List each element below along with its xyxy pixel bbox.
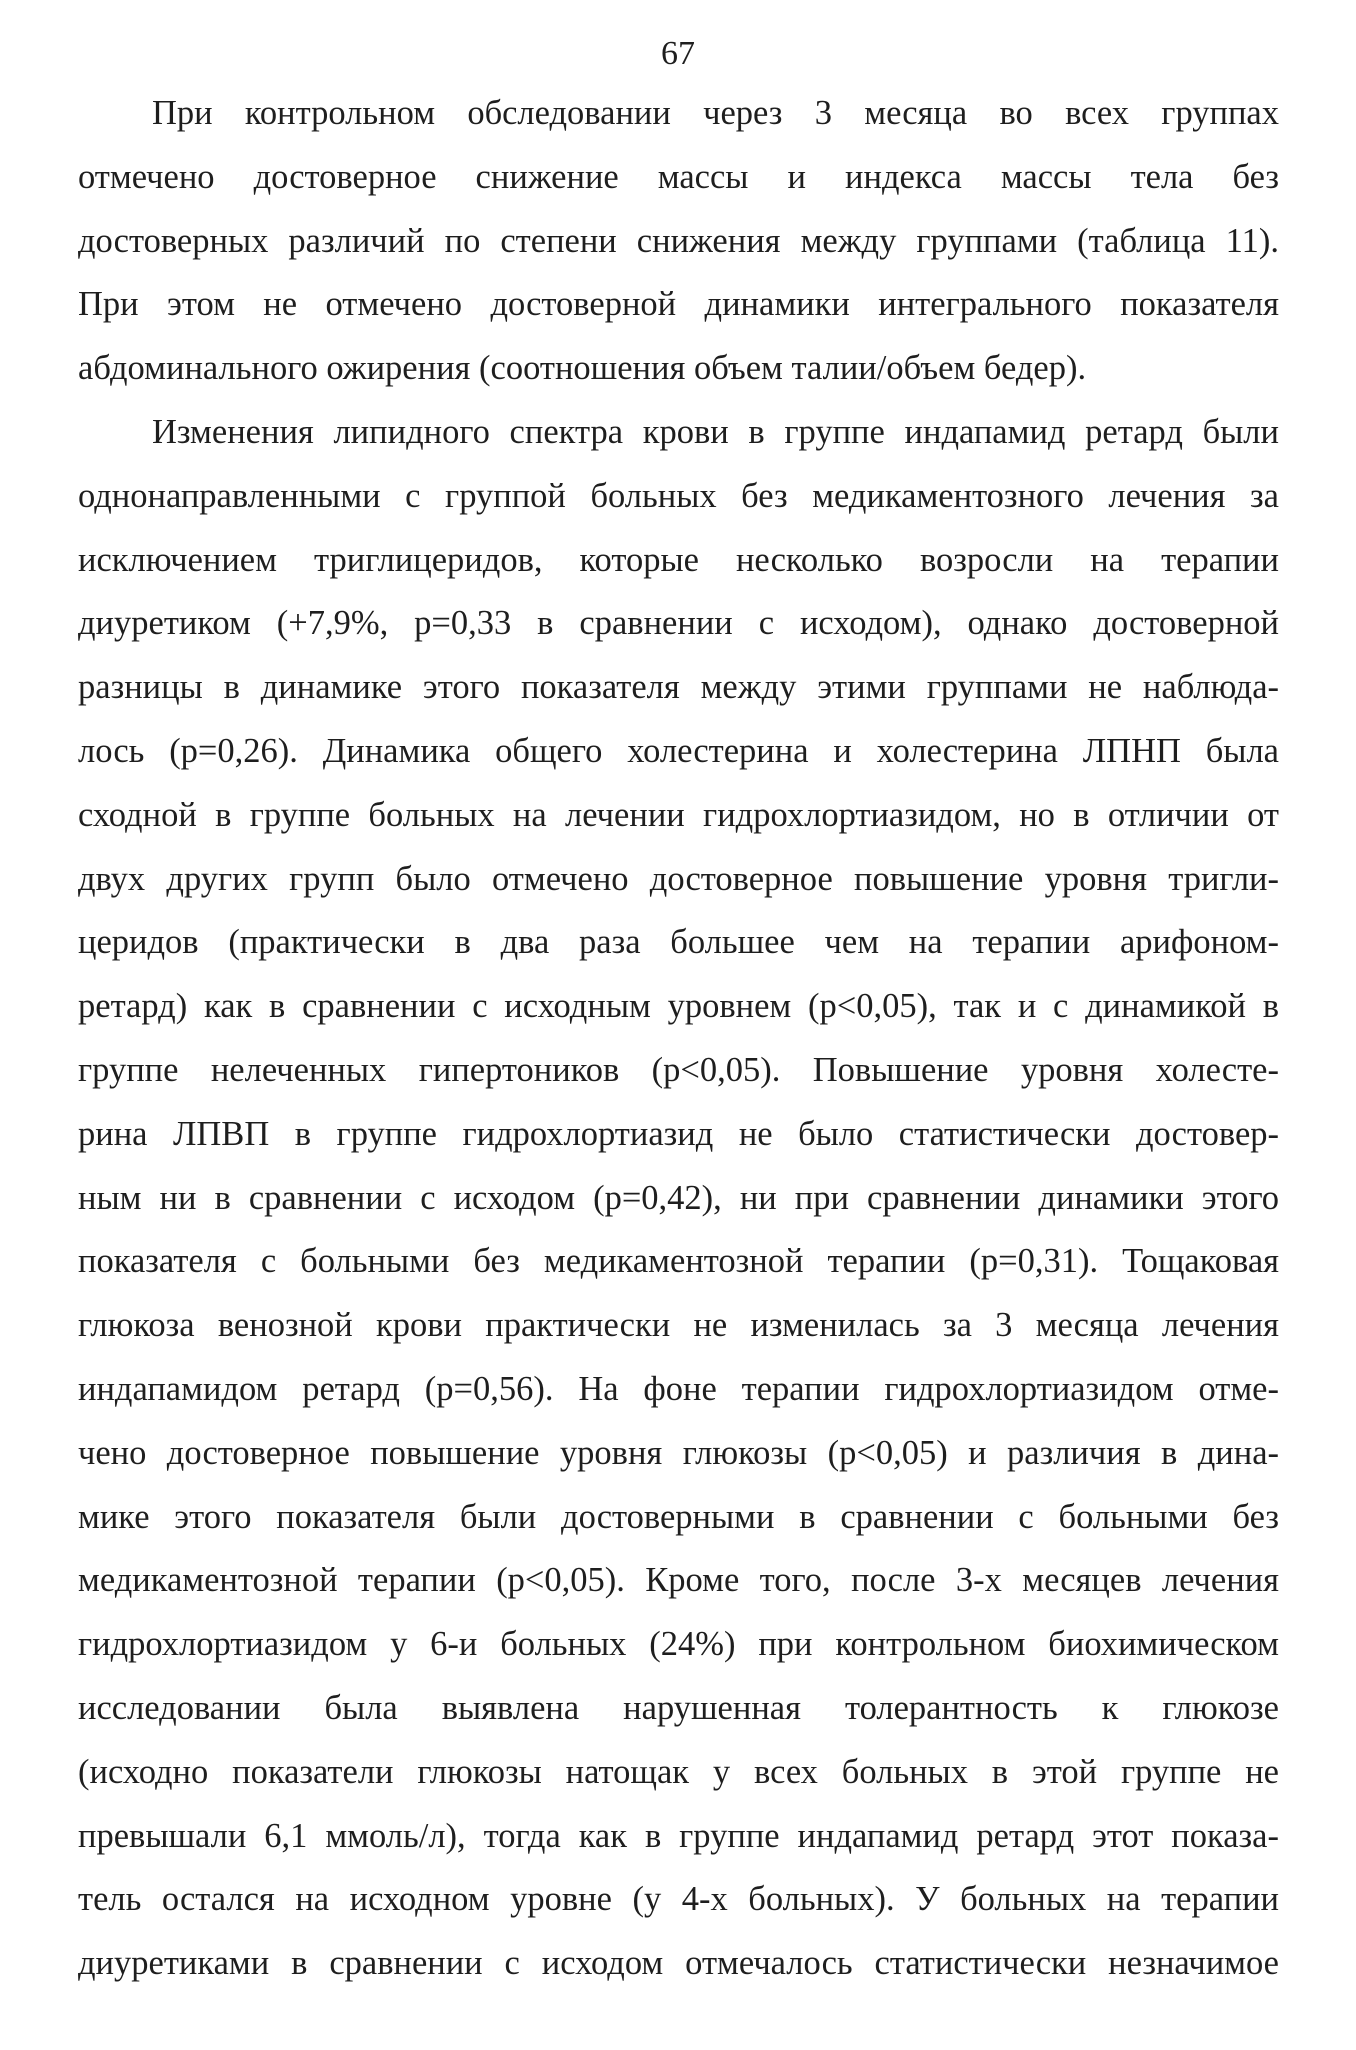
text-line: двух других групп было отмечено достоверное повышение уровня тригли- xyxy=(78,859,1279,898)
text-line: Изменения липидного спектра крови в группе индапамид ретард были xyxy=(152,412,1279,451)
text-line: При контрольном обследовании через 3 месяца во всех группах xyxy=(152,94,1279,132)
text-line: индапамидом ретард (р=0,56). На фоне терапии гидрохлортиазидом отме- xyxy=(78,1369,1279,1408)
text-line: показателя с больными без медикаментозной терапии (р=0,31). Тощаковая xyxy=(78,1242,1279,1281)
text-line: При этом не отмечено достоверной динамики интегрального показателя xyxy=(78,285,1279,324)
text-line: сходной в группе больных на лечении гидрохлортиазидом, но в отличии от xyxy=(78,795,1279,834)
text-line: мике этого показателя были достоверными в сравнении с больными без xyxy=(78,1497,1279,1536)
text-line: диуретиком (+7,9%, р=0,33 в сравнении с исходом), однако достоверной xyxy=(78,604,1279,643)
text-line: чено достоверное повышение уровня глюкозы (р<0,05) и различия в дина- xyxy=(78,1433,1279,1472)
body-text xyxy=(78,82,1279,1996)
text-line: исследовании была выявлена нарушенная толерантность к глюкозе xyxy=(78,1688,1279,1727)
paragraph xyxy=(78,82,1279,401)
text-line: диуретиками в сравнении с исходом отмечалось статистически незначимое xyxy=(78,1944,1279,1983)
text-line: гидрохлортиазидом у 6-и больных (24%) при контрольном биохимическом xyxy=(78,1625,1279,1664)
text-line: медикаментозной терапии (р<0,05). Кроме того, после 3-х месяцев лечения xyxy=(78,1561,1279,1600)
text-line: отмечено достоверное снижение массы и индекса массы тела без xyxy=(78,157,1279,196)
text-line: однонаправленными с группой больных без медикаментозного лечения за xyxy=(78,476,1279,515)
text-line: абдоминального ожирения (соотношения объем талии/объем бедер). xyxy=(78,349,1087,388)
text-line: ретард) как в сравнении с исходным уровнем (р<0,05), так и с динамикой в xyxy=(78,987,1279,1026)
text-line: исключением триглицеридов, которые несколько возросли на терапии xyxy=(78,540,1279,579)
text-line: лось (р=0,26). Динамика общего холестерина и холестерина ЛПНП была xyxy=(78,731,1279,770)
text-line: превышали 6,1 ммоль/л), тогда как в группе индапамид ретард этот показа- xyxy=(78,1816,1279,1855)
text-line: тель остался на исходном уровне (у 4-х больных). У больных на терапии xyxy=(78,1880,1279,1919)
text-line: (исходно показатели глюкозы натощак у всех больных в этой группе не xyxy=(78,1752,1279,1791)
text-line: разницы в динамике этого показателя между этими группами не наблюда- xyxy=(78,668,1279,707)
text-line: группе нелеченных гипертоников (р<0,05). Повышение уровня холесте- xyxy=(78,1050,1279,1089)
text-line: церидов (практически в два раза большее чем на терапии арифоном- xyxy=(78,923,1279,962)
text-line: достоверных различий по степени снижения между группами (таблица 11). xyxy=(78,221,1279,260)
text-line: рина ЛПВП в группе гидрохлортиазид не было статистически достовер- xyxy=(78,1114,1279,1153)
paragraph xyxy=(78,401,1279,1996)
page-number: 67 xyxy=(661,35,695,72)
text-line: глюкоза венозной крови практически не изменилась за 3 месяца лечения xyxy=(78,1306,1279,1345)
text-line: ным ни в сравнении с исходом (р=0,42), ни при сравнении динамики этого xyxy=(78,1178,1279,1217)
